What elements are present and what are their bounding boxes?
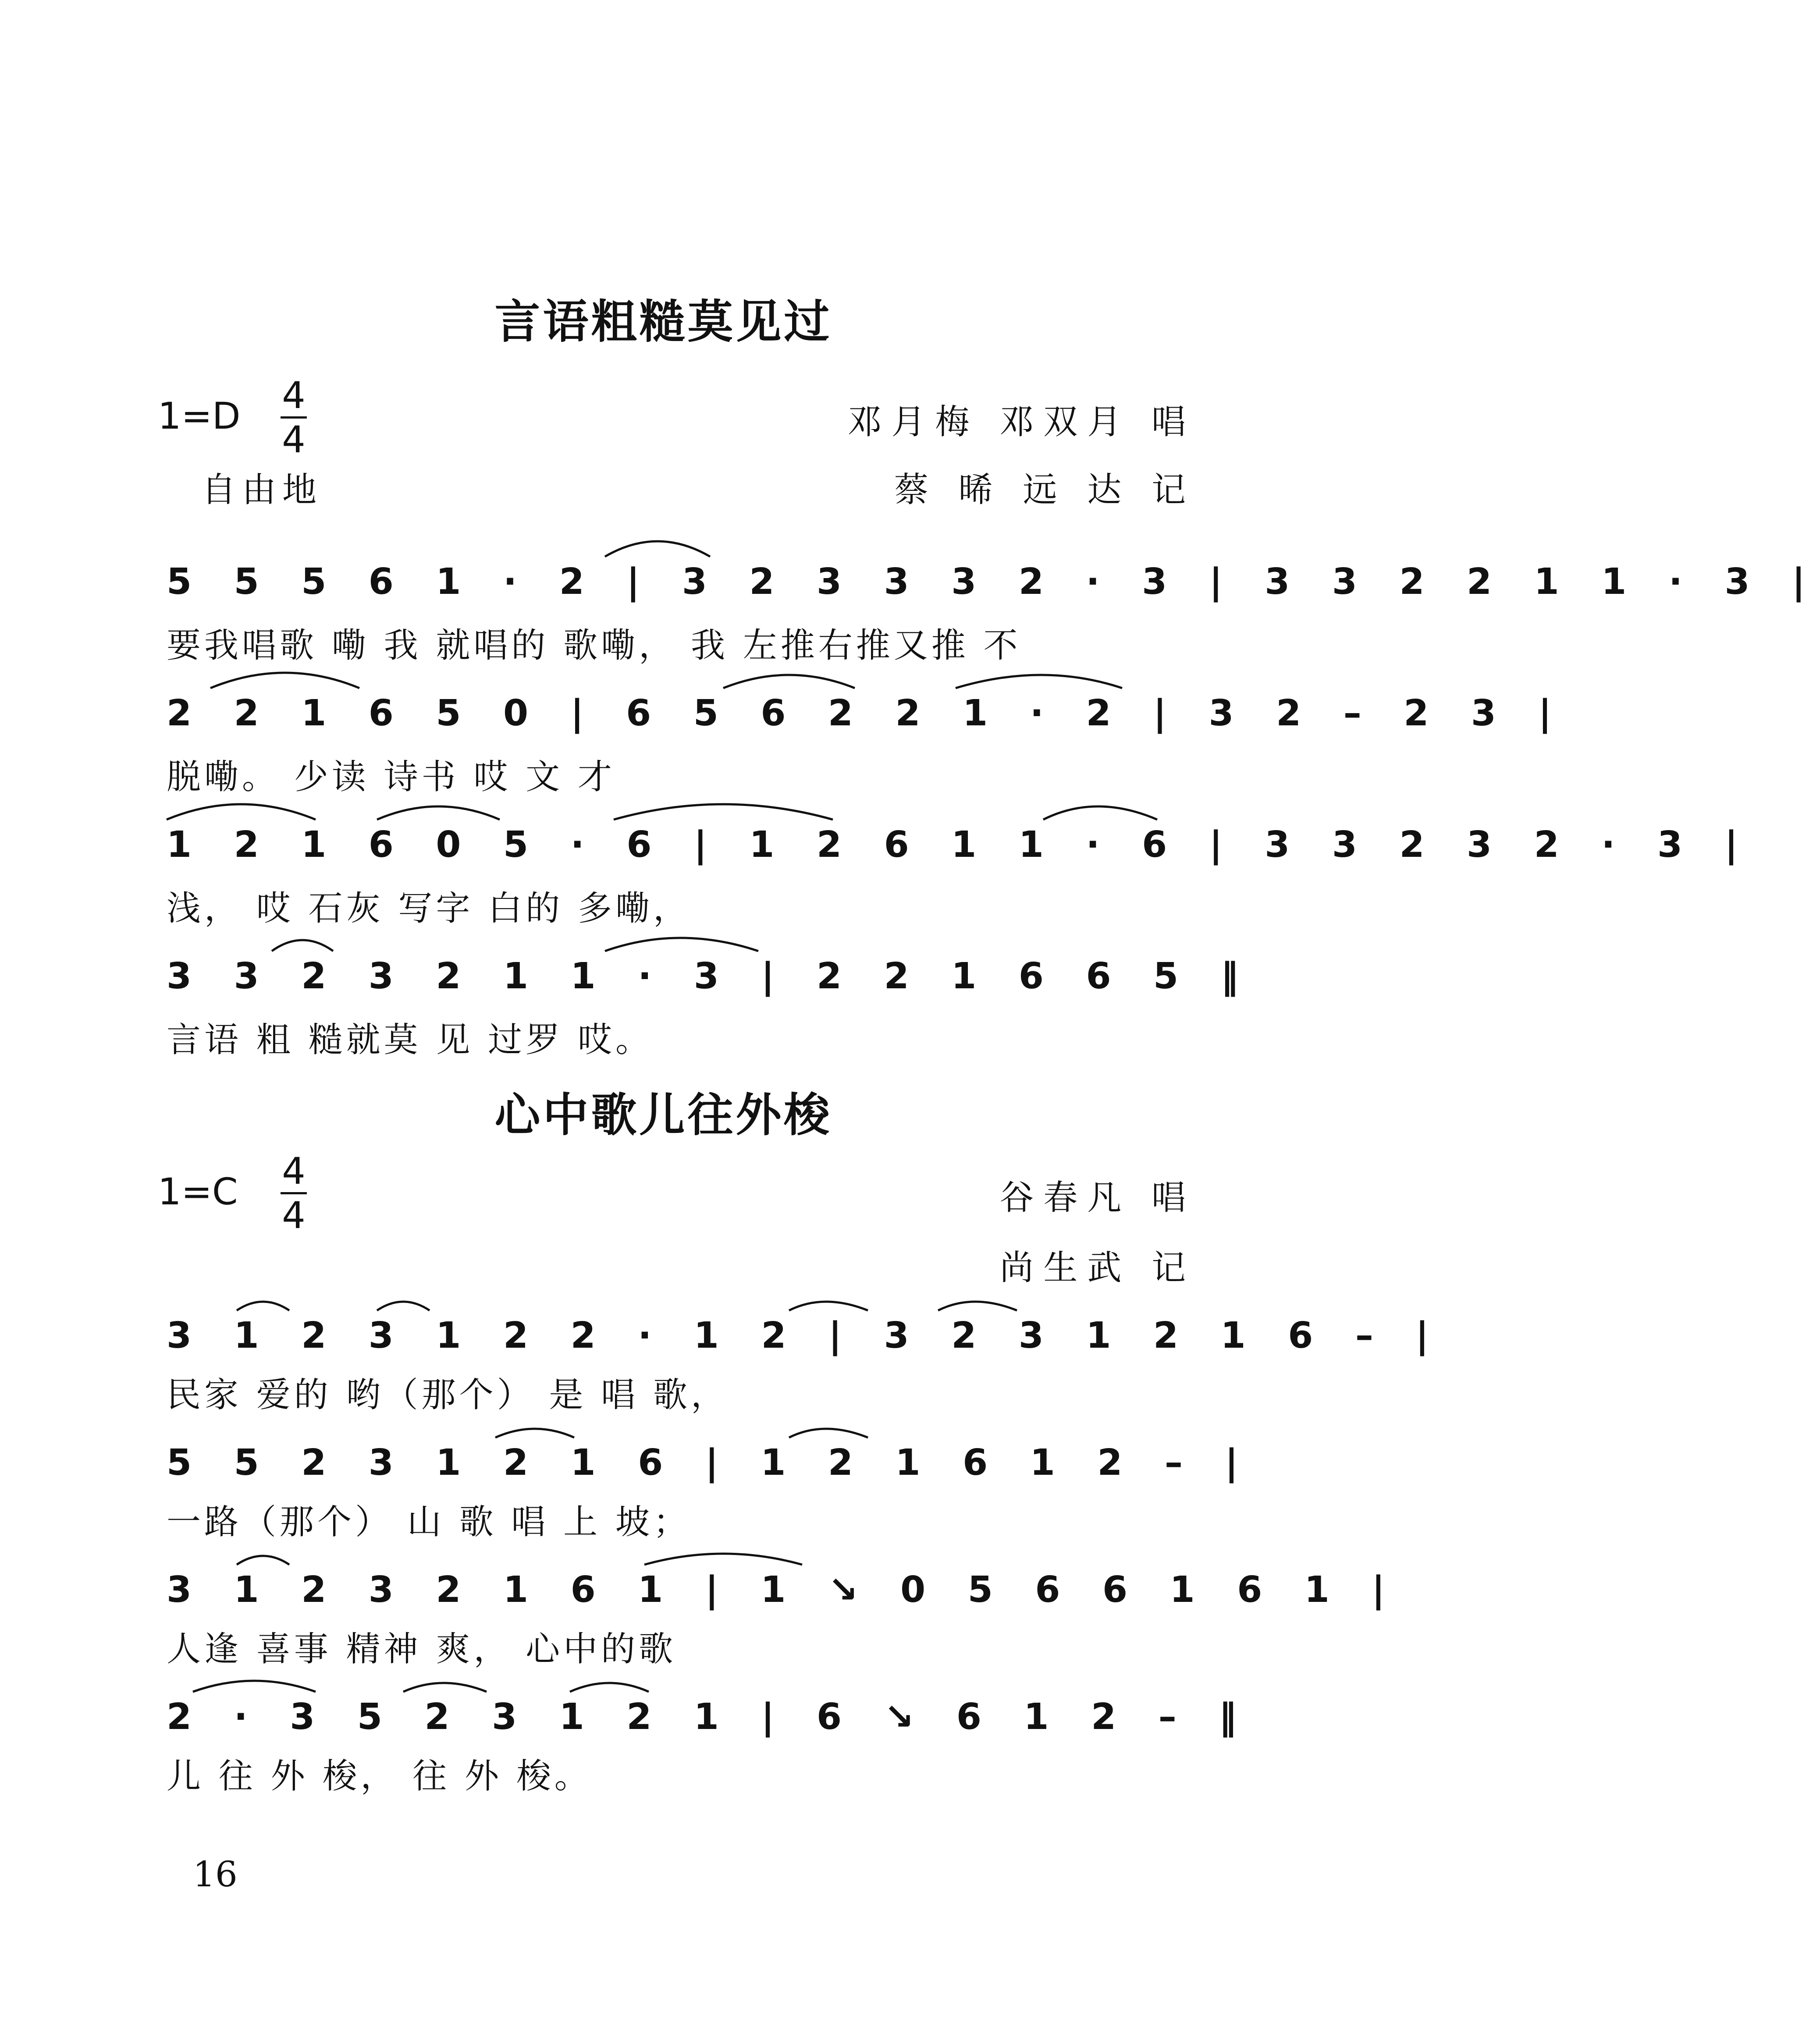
notation-line: 5 5 2 3 1 2 1 6 | 1 2 1 6 1 2 – | xyxy=(167,1442,1253,1484)
slur xyxy=(237,1556,289,1565)
song2-title: 心中歌儿往外梭 xyxy=(494,1088,832,1142)
song2-meter-bottom: 4 xyxy=(282,1194,306,1237)
slur xyxy=(605,938,758,951)
lyric-line: 儿 往 外 梭， 往 外 梭。 xyxy=(167,1757,592,1796)
song2-recorders: 尚生武 记 xyxy=(999,1248,1195,1288)
lyric-line: 言语 粗 糙就莫 见 过罗 哎。 xyxy=(167,1020,653,1060)
slur xyxy=(956,675,1122,688)
song1-key-signature: 1=D xyxy=(158,394,241,437)
slur xyxy=(614,804,833,820)
notation-line: 3 3 2 3 2 1 1 · 3 | 2 2 1 6 6 5 ‖ xyxy=(167,955,1254,997)
slur xyxy=(789,1429,868,1438)
slur xyxy=(403,1683,487,1692)
song1-title: 言语粗糙莫见过 xyxy=(494,295,832,348)
song1-tempo: 自由地 xyxy=(202,470,323,510)
slur xyxy=(272,940,333,951)
slur xyxy=(789,1302,868,1310)
notation-line: 2 2 1 6 5 0 | 6 5 6 2 2 1 · 2 | 3 2 – 2 3 | xyxy=(167,692,1567,734)
slur xyxy=(1043,806,1157,820)
slur xyxy=(723,675,855,688)
song1-meter-top: 4 xyxy=(282,374,306,417)
slur xyxy=(167,804,316,820)
notation-line: 3 1 2 3 2 1 6 1 | 1 ↘ 0 5 6 6 1 6 1 | xyxy=(167,1569,1400,1611)
page-number: 16 xyxy=(193,1854,238,1895)
lyric-line: 民家 爱的 哟（那个） 是 唱 歌， xyxy=(167,1375,729,1415)
lyric-line: 人逢 喜事 精神 爽， 心中的歌 xyxy=(167,1629,677,1669)
song1-recorders: 蔡 晞 远 达 记 xyxy=(894,470,1195,510)
notation-line: 1 2 1 6 0 5 · 6 | 1 2 6 1 1 · 6 | 3 3 2 3 2 · 3 | xyxy=(167,824,1753,866)
slur xyxy=(495,1429,574,1438)
notation-line: 5 5 5 6 1 · 2 | 3 2 3 3 3 2 · 3 | 3 3 2 2 1 1 · 3 | xyxy=(167,561,1820,603)
lyric-line: 脱嘞。 少读 诗书 哎 文 才 xyxy=(167,757,615,797)
song1-singers: 邓月梅 邓双月 唱 xyxy=(847,402,1195,442)
lyric-line: 浅， 哎 石灰 写字 白的 多嘞， xyxy=(167,889,691,928)
slur xyxy=(570,1683,649,1692)
slur xyxy=(377,1302,430,1310)
notation-line: 2 · 3 5 2 3 1 2 1 | 6 ↘ 6 1 2 – ‖ xyxy=(167,1696,1252,1738)
lyric-line: 一路（那个） 山 歌 唱 上 坡； xyxy=(167,1502,691,1542)
slur xyxy=(605,541,710,557)
notation-line: 3 1 2 3 1 2 2 · 1 2 | 3 2 3 1 2 1 6 – | xyxy=(167,1315,1444,1356)
song1-meter-bottom: 4 xyxy=(282,418,306,461)
song2-key-signature: 1=C xyxy=(158,1170,238,1213)
slur xyxy=(377,806,500,820)
slur xyxy=(644,1554,802,1565)
lyric-line: 要我唱歌 嘞 我 就唱的 歌嘞， 我 左推右推又推 不 xyxy=(167,626,1021,665)
slur xyxy=(237,1302,289,1310)
slur xyxy=(210,673,359,688)
slur xyxy=(193,1681,316,1692)
song2-meter-top: 4 xyxy=(282,1150,306,1193)
song2-singers: 谷春凡 唱 xyxy=(999,1178,1195,1218)
slur xyxy=(938,1302,1017,1310)
